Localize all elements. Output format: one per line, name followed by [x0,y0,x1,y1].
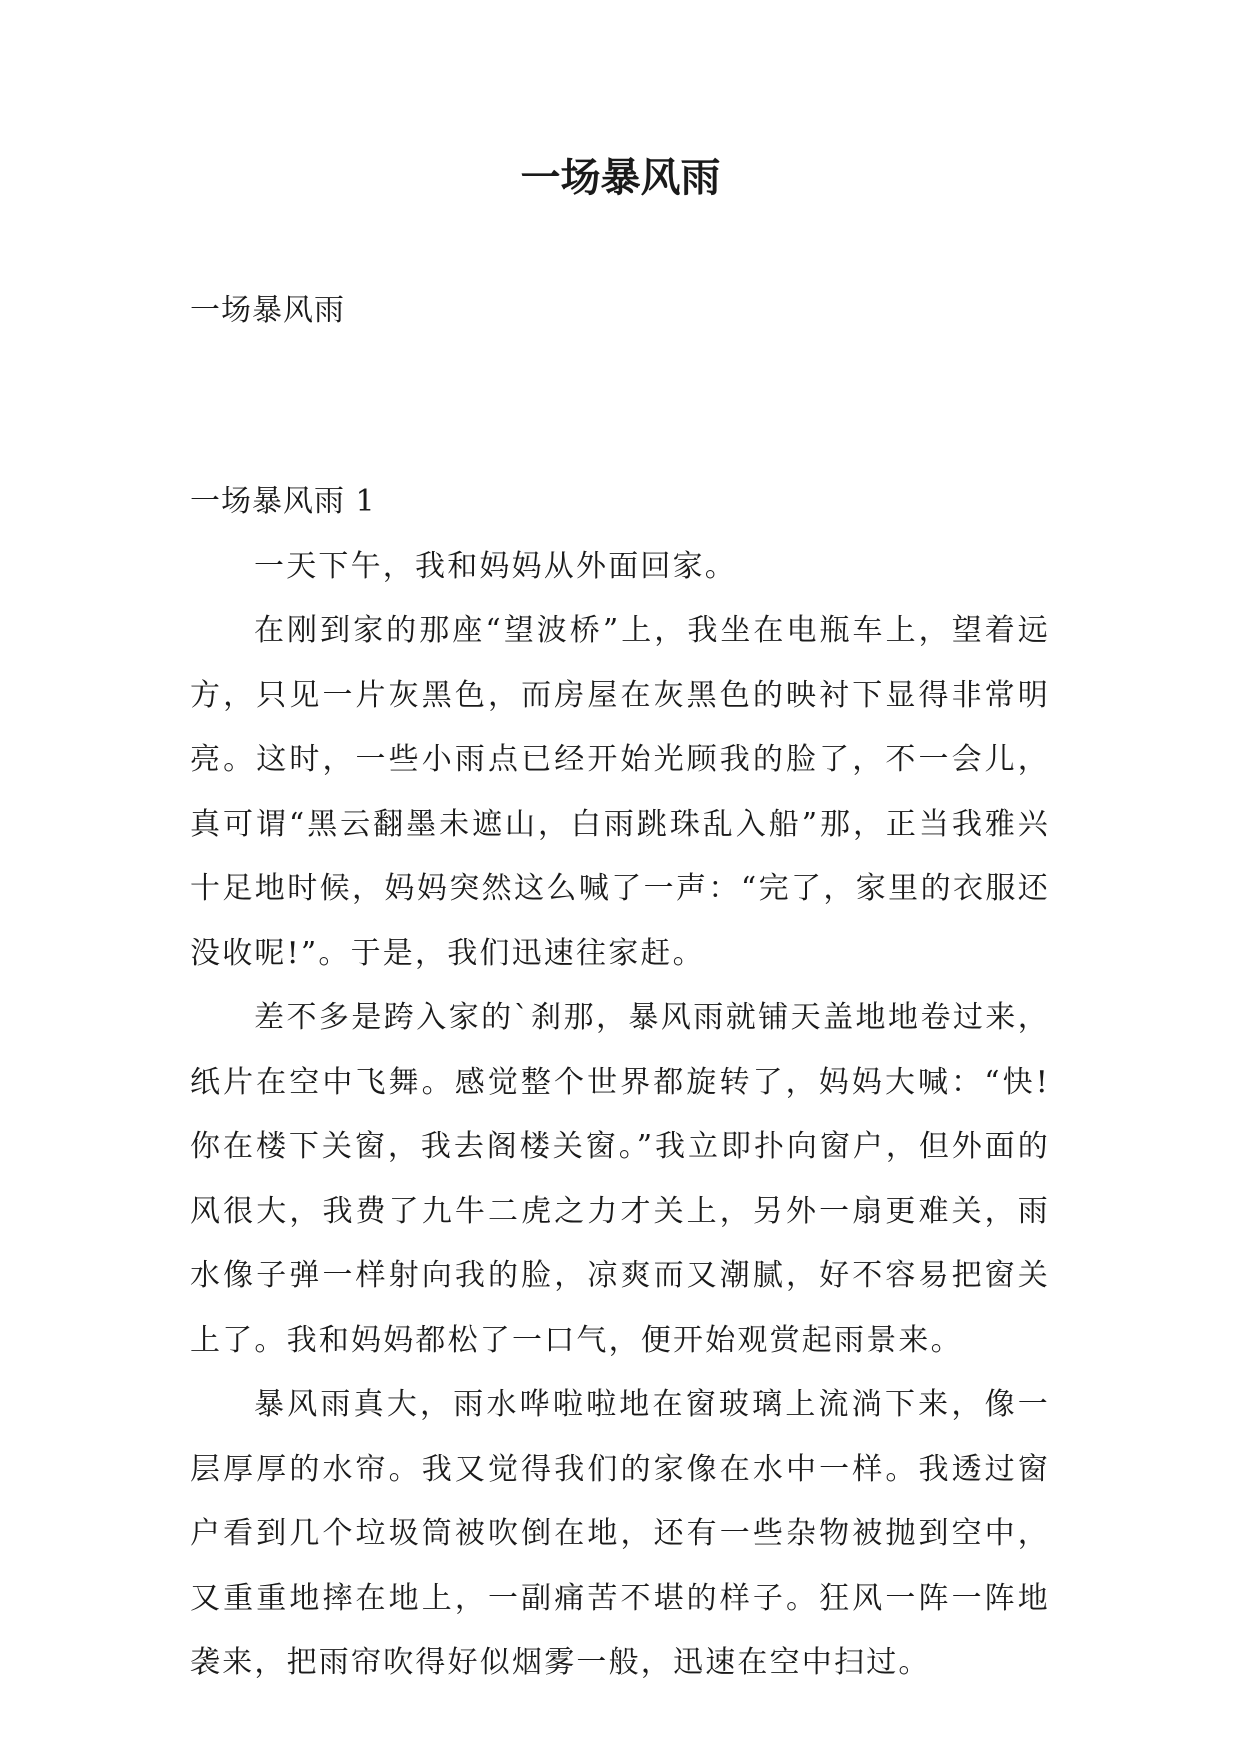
paragraph-4: 暴风雨真大，雨水哗啦啦地在窗玻璃上流淌下来，像一层厚厚的水帘。我又觉得我们的家像在水中一样。我透过窗户看到几个垃圾筒被吹倒在地，还有一些杂物被抛到空中，又重重地摔在地上，一副痛苦不堪的样子。狂风一阵一阵地袭来，把雨帘吹得好似烟雾一般，迅速在空中扫过。 [190,1387,1050,1680]
paragraph-1: 一天下午，我和妈妈从外面回家。 [254,548,737,584]
paragraph-3: 差不多是跨入家的`刹那，暴风雨就铺天盖地地卷过来，纸片在空中飞舞。感觉整个世界都旋转了，妈妈大喊：“快!你在楼下关窗，我去阁楼关窗。”我立即扑向窗户，但外面的风很大，我费了九牛二虎之力才关上，另外一扇更难关，雨水像子弹一样射向我的脸，凉爽而又潮腻，好不容易把窗关上了。我和妈妈都松了一口气，便开始观赏起雨景来。 [190,1000,1050,1358]
paragraph-2: 在刚到家的那座“望波桥”上，我坐在电瓶车上，望着远方，只见一片灰黑色，而房屋在灰黑色的映衬下显得非常明亮。这时，一些小雨点已经开始光顾我的脸了，不一会儿，真可谓“黑云翻墨未遮山，白雨跳珠乱入船”那，正当我雅兴十足地时候，妈妈突然这么喊了一声：“完了，家里的衣服还没收呢!”。于是，我们迅速往家赶。 [190,613,1050,971]
document-subtitle: 一场暴风雨 [190,293,345,328]
document-body [190,470,1050,1696]
section-heading: 一场暴风雨 1 [190,484,376,519]
document-title: 一场暴风雨 [520,154,721,201]
